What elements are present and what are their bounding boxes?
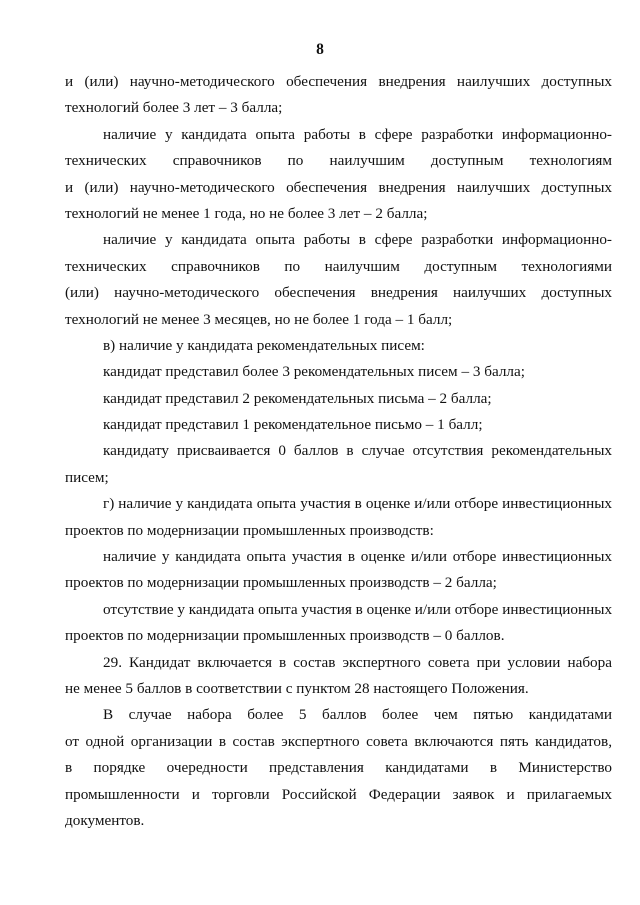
text-line: кандидату присваивается 0 баллов в случае отсутствия рекомендательных bbox=[103, 442, 612, 460]
text-line: промышленности и торговли Российской Федерации заявок и прилагаемых bbox=[65, 785, 612, 803]
page-number: 8 bbox=[316, 41, 324, 58]
text-line: писем; bbox=[65, 468, 109, 486]
document-body bbox=[65, 69, 612, 834]
text-line: в) наличие у кандидата рекомендательных писем: bbox=[103, 336, 425, 354]
text-line: технологий не менее 3 месяцев, но не более 1 года – 1 балл; bbox=[65, 310, 453, 328]
text-line: и (или) научно-методического обеспечения внедрения наилучших доступных bbox=[65, 178, 612, 196]
text-line: наличие у кандидата опыта работы в сфере разработки информационно- bbox=[103, 125, 612, 143]
text-line: документов. bbox=[65, 811, 145, 829]
text-line: технических справочников по наилучшим доступным технологиям bbox=[65, 152, 612, 170]
text-line: технологий не менее 1 года, но не более 3 лет – 2 балла; bbox=[65, 204, 428, 222]
text-line: проектов по модернизации промышленных производств – 2 балла; bbox=[65, 574, 497, 592]
text-line: наличие у кандидата опыта участия в оценке и/или отборе инвестиционных bbox=[103, 548, 612, 566]
text-line: технических справочников по наилучшим доступным технологиями bbox=[65, 257, 612, 275]
text-line: не менее 5 баллов в соответствии с пунктом 28 настоящего Положения. bbox=[65, 679, 529, 697]
text-line: (или) научно-методического обеспечения внедрения наилучших доступных bbox=[65, 284, 612, 302]
text-line: В случае набора более 5 баллов более чем пятью кандидатами bbox=[103, 706, 612, 724]
text-line: г) наличие у кандидата опыта участия в оценке и/или отборе инвестиционных bbox=[103, 495, 612, 513]
text-line: кандидат представил более 3 рекомендательных писем – 3 балла; bbox=[103, 363, 525, 381]
text-line: от одной организации в состав экспертного совета включаются пять кандидатов, bbox=[65, 732, 612, 750]
text-line: проектов по модернизации промышленных производств: bbox=[65, 521, 434, 539]
text-line: технологий более 3 лет – 3 балла; bbox=[65, 99, 283, 117]
text-line: кандидат представил 1 рекомендательное письмо – 1 балл; bbox=[103, 416, 483, 434]
text-line: 29. Кандидат включается в состав экспертного совета при условии набора bbox=[103, 653, 612, 671]
text-line: в порядке очередности представления кандидатами в Министерство bbox=[65, 759, 612, 777]
text-line: проектов по модернизации промышленных производств – 0 баллов. bbox=[65, 627, 505, 645]
text-line: отсутствие у кандидата опыта участия в оценке и/или отборе инвестиционных bbox=[103, 600, 613, 618]
text-line: кандидат представил 2 рекомендательных письма – 2 балла; bbox=[103, 389, 492, 407]
text-line: наличие у кандидата опыта работы в сфере разработки информационно- bbox=[103, 231, 612, 249]
text-line: и (или) научно-методического обеспечения внедрения наилучших доступных bbox=[65, 73, 612, 90]
